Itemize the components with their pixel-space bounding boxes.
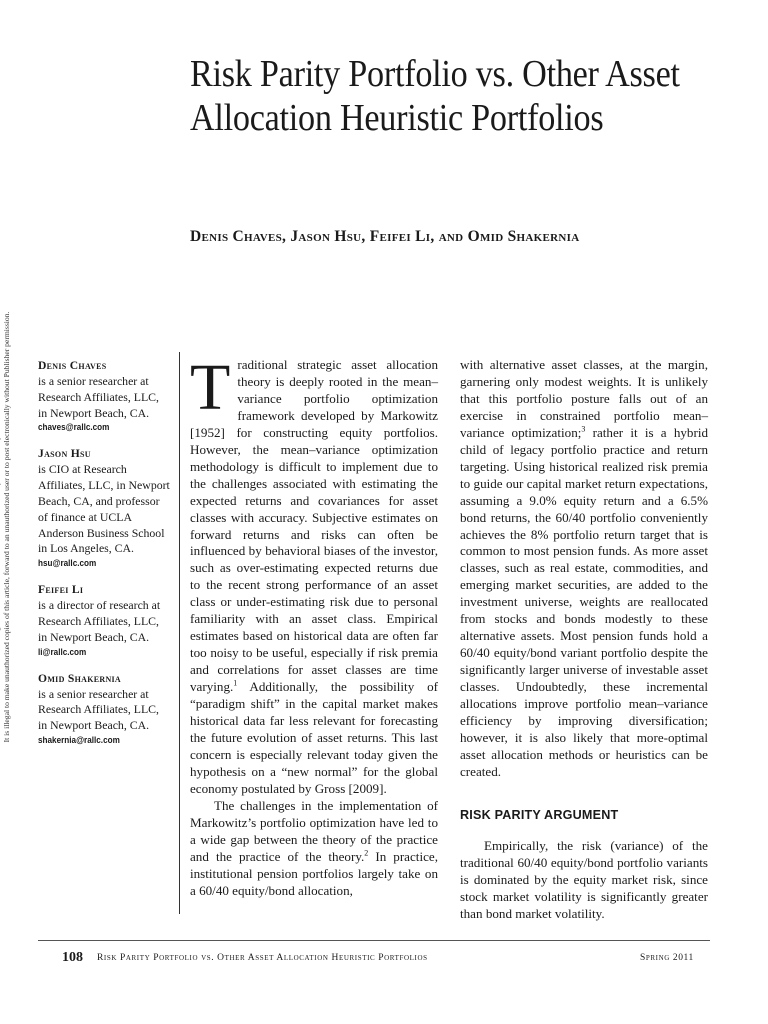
paragraph-intro: [190, 351, 438, 798]
paragraph-text: In practice, institutional pension portfolios largely take on a 60/40 equity/bond allocation,: [190, 848, 438, 898]
bio-description: is CIO at Research Affiliates, LLC, in Newport Beach, CA, and professor of finance at UCLA Anderson Business School in Los Angeles, CA.: [38, 462, 170, 556]
bio-email-link[interactable]: shakernia@rallc.com: [38, 734, 120, 746]
bio-name: Omid Shakernia: [38, 671, 122, 685]
bio-name: Feifei Li: [38, 583, 84, 597]
bio-description: is a director of research at Research Affiliates, LLC, in Newport Beach, CA.: [38, 598, 161, 644]
paragraph-challenges: [190, 798, 438, 900]
download-notice: [0, 162, 22, 892]
bio-name: Denis Chaves: [38, 359, 107, 372]
bio-email-link[interactable]: li@rallc.com: [38, 646, 87, 658]
bio-name: Jason Hsu: [38, 447, 91, 461]
page-number: 108: [62, 950, 83, 965]
column-divider: [179, 352, 180, 914]
running-title: Risk Parity Portfolio vs. Other Asset Allocation Heuristic Portfolios: [97, 953, 428, 963]
paragraph-text: Additionally, the possibility of “paradigm shift” in the capital market makes historical data far less relevant for forecasting the future evolution of asset returns. This last concern is especially relevant today given the hypothesis on a “new normal” for the global economy postulated by Gross [2009].: [190, 679, 438, 796]
body-column-right: [460, 357, 708, 923]
author-bio: [38, 671, 170, 748]
footnote-ref[interactable]: 1: [233, 678, 238, 688]
footnote-ref[interactable]: 2: [364, 848, 369, 858]
body-column-left: [190, 351, 438, 900]
paragraph-text: The challenges in the implementation of Markowitz’s portfolio optimization have led to a wide gap between the theory of the practice and the practice of the theory.: [190, 797, 438, 864]
paragraph-continued: [460, 357, 708, 781]
section-heading: RISK PARITY ARGUMENT: [460, 807, 619, 822]
paragraph-text: raditional strategic asset allocation theory is deeply rooted in the mean–variance portfolio optimization framework developed by Markowitz [1952] for constructing equity portfolios. However, the mean–variance optimization methodology is difficult to implement due to the challenges associated with estimating the expected returns and covariances for asset classes with accuracy. Subjective estimates on forward returns and risks can often be influenced by behavioral biases of the investor, such as over-estimating expected returns due to the recent strong performance of an asset class or under-estimating risk due to personal familiarity with an asset class. Empirical estimates based on historical data are often far too noisy to be useful, especially if risk premia and correlations for asset classes are time varying.: [190, 357, 438, 695]
bio-email-link[interactable]: hsu@rallc.com: [38, 558, 97, 570]
paragraph-risk-parity: Empirically, the risk (variance) of the traditional 60/40 equity/bond portfolio variants is dominated by the equity market risk, since stock market volatility is significantly greater than bond market volatility.: [460, 837, 708, 921]
bio-description: is a senior researcher at Research Affiliates, LLC, in Newport Beach, CA.: [38, 686, 159, 733]
paragraph-text: rather it is a hybrid child of legacy portfolio practice and return targeting. Using historical realized risk premia to guide our capital market return expectations, assuming a 9.0% equity return and a 6.5% bond returns, the 60/40 portfolio conveniently achieves the 8% portfolio return target that is common to most pension funds. As more asset classes, such as real estate, commodities, and emerging market securities, are added to the investment universe, weights are reallocated from stocks and bonds modestly to these alternative assets. Most pension funds hold a 60/40 equity/bond variant portfolio despite the significantly larger universe of investable asset classes. Undoubtedly, these incremental allocations improve portfolio mean–variance efficiency by improving diversification; however, it is also likely that more-optimal asset allocation methods or heuristics can be created.: [460, 424, 709, 779]
drop-cap: T: [190, 351, 231, 424]
author-bio: [38, 358, 170, 435]
article-authors: Denis Chaves, Jason Hsu, Feifei Li, and Omid Shakernia: [190, 228, 580, 245]
footer-rule: [38, 940, 710, 941]
footnote-ref[interactable]: 3: [581, 424, 586, 434]
bio-description: is a senior researcher at Research Affiliates, LLC, in Newport Beach, CA.: [38, 374, 159, 420]
author-bio: [38, 582, 170, 659]
issue-season: Spring 2011: [640, 953, 694, 963]
article-title: Risk Parity Portfolio vs. Other Asset Allocation Heuristic Portfolios: [190, 53, 680, 139]
author-bio: [38, 446, 170, 571]
download-notice-line-2: It is illegal to make unauthorized copies of this article, forward to an unauthorized user or to post electronically without Publisher permission.: [2, 311, 11, 743]
paragraph-text: with alternative asset classes, at the margin, garnering only modest weights. It is unlikely that this portfolio posture falls out of an exercise in constrained portfolio mean–variance optimization;: [460, 357, 708, 440]
bio-email-link[interactable]: chaves@rallc.com: [38, 422, 110, 434]
author-bios: [38, 358, 170, 759]
